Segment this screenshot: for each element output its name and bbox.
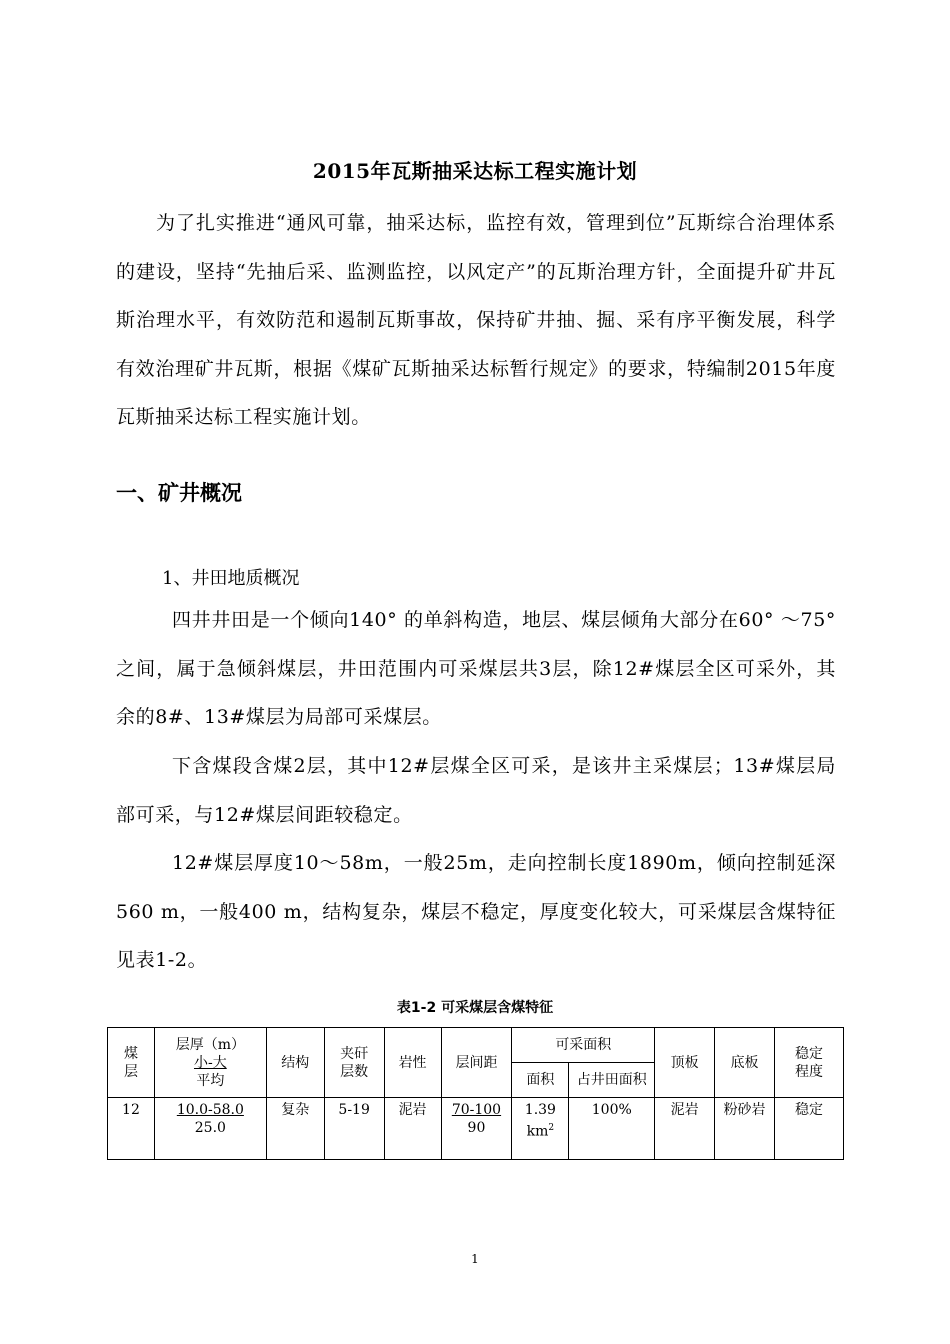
table-caption: 表1-2 可采煤层含煤特征 xyxy=(396,1000,554,1016)
header-structure: 结构 xyxy=(266,1028,324,1098)
page-title: 2015年瓦斯抽采达标工程实施计划 xyxy=(312,159,638,183)
header-area-ratio: 占井田面积 xyxy=(569,1063,655,1098)
header-floor: 底板 xyxy=(715,1028,775,1098)
header-stability: 稳定程度 xyxy=(775,1028,844,1098)
header-lithology: 岩性 xyxy=(384,1028,441,1098)
cell-area-ratio: 100% xyxy=(569,1098,655,1160)
header-seam: 煤层 xyxy=(108,1028,155,1098)
page-number: 1 xyxy=(471,1252,479,1266)
cell-parting: 5-19 xyxy=(324,1098,384,1160)
cell-roof: 泥岩 xyxy=(655,1098,715,1160)
cell-lithology: 泥岩 xyxy=(384,1098,441,1160)
cell-spacing: 70-100 90 xyxy=(441,1098,512,1160)
cell-area: 1.39 $km^2$ xyxy=(512,1098,569,1160)
header-area-group: 可采面积 xyxy=(512,1028,655,1063)
cell-stability: 稳定 xyxy=(775,1098,844,1160)
geology-paragraph-3: 12#煤层厚度10～58m，一般25m，走向控制长度1890m，倾向控制延深560 m，一般400 m，结构复杂，煤层不稳定，厚度变化较大，可采煤层含煤特征见表1-2。 xyxy=(116,852,836,971)
header-area: 面积 xyxy=(512,1063,569,1098)
header-roof: 顶板 xyxy=(655,1028,715,1098)
intro-paragraph: 为了扎实推进“通风可靠，抽采达标，监控有效，管理到位”瓦斯综合治理体系的建设，坚持“先抽后采、监测监控，以风定产”的瓦斯治理方针，全面提升矿井瓦斯治理水平，有效防范和遏制瓦斯事故，保持矿井抽、掘、采有序平衡发展，科学有效治理矿井瓦斯，根据《煤矿瓦斯抽采达标暂行规定》的要求，特编制2015年度瓦斯抽采达标工程实施计划。 xyxy=(116,212,836,428)
header-thickness: 层厚（m） 小-大 平均 xyxy=(154,1028,266,1098)
section-heading: 一、矿井概况 xyxy=(116,480,242,505)
coal-seam-table xyxy=(107,1027,844,1160)
sub-heading: 1、井田地质概况 xyxy=(162,568,300,589)
cell-floor: 粉砂岩 xyxy=(715,1098,775,1160)
cell-structure: 复杂 xyxy=(266,1098,324,1160)
cell-seam: 12 xyxy=(108,1098,155,1160)
header-spacing: 层间距 xyxy=(441,1028,512,1098)
geology-paragraph-1: 四井井田是一个倾向140° 的单斜构造，地层、煤层倾角大部分在60° ～75° 之间，属于急倾斜煤层，井田范围内可采煤层共3层，除12#煤层全区可采外，其余的8#、13#煤层为局部可采煤层。 xyxy=(116,609,836,728)
table-row xyxy=(108,1098,844,1160)
geology-paragraph-2: 下含煤段含煤2层，其中12#层煤全区可采，是该井主采煤层；13#煤层局部可采，与12#煤层间距较稳定。 xyxy=(116,755,836,826)
header-parting: 夹矸层数 xyxy=(324,1028,384,1098)
cell-thickness: 10.0-58.0 25.0 xyxy=(154,1098,266,1160)
